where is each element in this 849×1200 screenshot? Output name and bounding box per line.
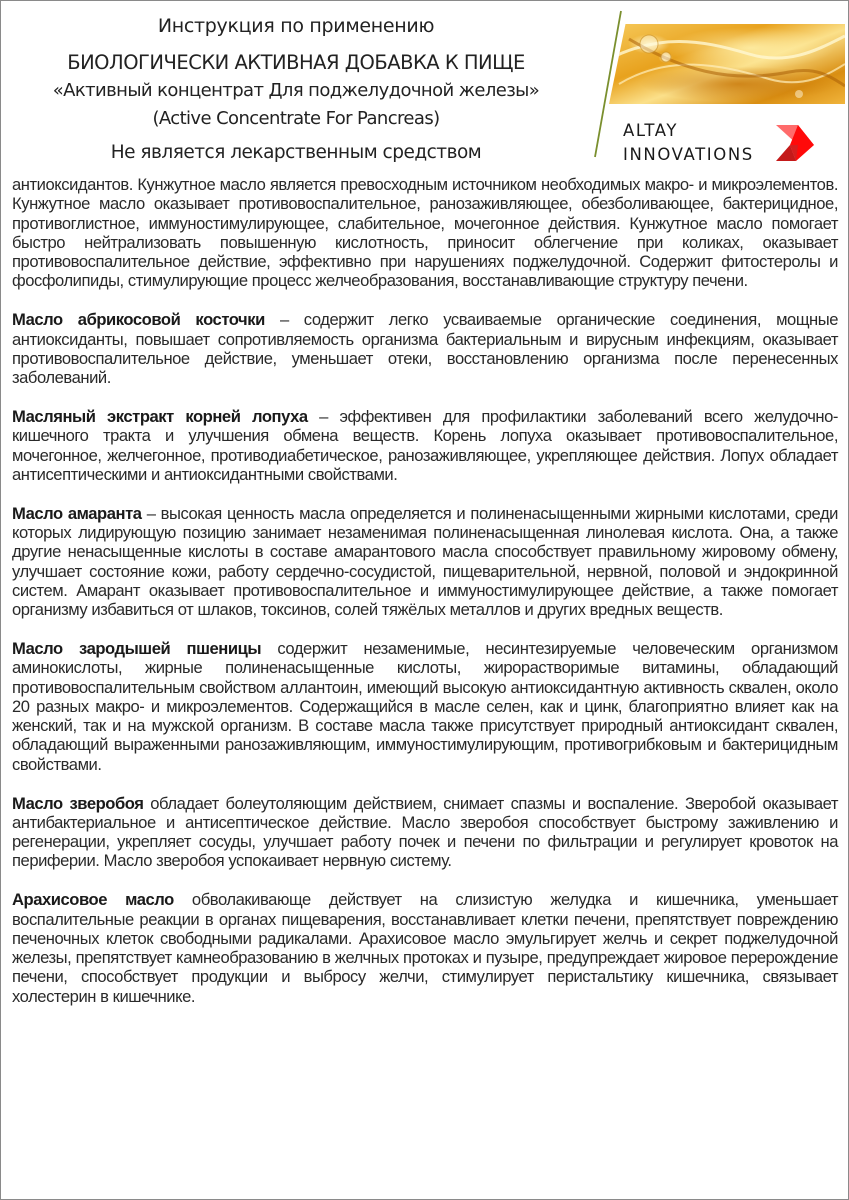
section-title: Арахисовое масло (12, 890, 174, 910)
section-text: – эффективен для профилактики заболеваний всего желудочно-кишечного тракта и улучшения обмена веществ. Корень лопуха оказывает противовоспалительное, мочегонное, желчегонное, противодиабетическое, ранозаживляющее, укрепляющее действия. Лопух обладает антисептическими и антиоксидантными свойствами. (12, 406, 838, 484)
document-body (12, 175, 838, 1025)
brand-line2: INNOVATIONS (623, 145, 754, 164)
section-peanut-oil (12, 890, 838, 1006)
header (1, 1, 849, 173)
section-title: Масло амаранта (12, 503, 142, 523)
product-category: БИОЛОГИЧЕСКИ АКТИВНАЯ ДОБАВКА К ПИЩЕ (67, 51, 525, 74)
product-name-en: (Active Concentrate For Pancreas) (152, 108, 440, 129)
disclaimer: Не является лекарственным средством (110, 142, 482, 163)
instruction-heading: Инструкция по применению (157, 15, 435, 37)
product-name-ru: «Активный концентрат Для поджелудочной железы» (52, 80, 540, 101)
section-st-johns-wort-oil (12, 794, 838, 871)
brand-line1: ALTAY (623, 121, 679, 140)
section-burdock-root-extract (12, 407, 838, 484)
section-sesame-continued (12, 175, 838, 291)
red-chevron-logo-icon (774, 123, 816, 163)
section-text: обволакивающе действует на слизистую желудка и кишечника, уменьшает воспалительные реакции в органах пищеварения, восстанавливает клетки печени, препятствует повреждению печеночных клеток свободными радикалами. Арахисовое масло эмульгирует желчь и секрет поджелудочной железы, препятствует камнеобразованию в желчных протоках и пузыре, предупреждает жировое перерождение печени, способствует продукции и выбросу желчи, стимулирует перистальтику кишечника, связывает холестерин в кишечнике. (12, 890, 839, 1006)
title-block (1, 9, 591, 167)
section-text: обладает болеутоляющим действием, снимает спазмы и воспаление. Зверобой оказывает антибактериальное и антисептическое действие. Масло зверобоя способствует быстрому заживлению и регенерации, укрепляет сосуды, улучшает работу почек и печени по фильтрации и регулирует кровоток на периферии. Масло зверобоя успокаивает нервную систему. (12, 793, 838, 871)
section-wheat-germ-oil (12, 639, 838, 774)
section-text: содержит незаменимые, несинтезируемые человеческим организмом аминокислоты, жирные полиненасыщенные кислоты, жирорастворимые витамины, обладающий противовоспалительным свойством аллантоин, имеющий высокую антиоксидантную активность сквален, около 20 разных макро- и микроэлементов. Содержащийся в масле селен, как и цинк, благоприятно влияет как на женский, так и на мужской организм. В составе масла также присутствует природный антиоксидант сквален, обладающий выраженными ранозаживляющим, иммуностимулирующим, противогрибковым и бактерицидным свойствами. (12, 638, 838, 774)
golden-oil-image (609, 24, 845, 104)
brand-name (623, 119, 754, 167)
section-amaranth-oil (12, 504, 838, 620)
section-title: Масляный экстракт корней лопуха (12, 406, 308, 426)
section-title: Масло зверобоя (12, 793, 144, 813)
section-text: – содержит легко усваиваемые органические соединения, мощные антиоксиданты, повышает сопротивляемость организма бактериальным и вирусным инфекциям, оказывает противовоспалительное действие, уменьшает отеки, восстановлению организма после перенесенных заболеваний. (12, 310, 839, 388)
section-text: антиоксидантов. Кунжутное масло является превосходным источником необходимых макро- и микроэлементов. Кунжутное масло оказывает противовоспалительное, ранозаживляющее, обезболивающее, бактерицидное, противоглистное, иммуностимулирующее, слабительное, мочегонное действия. Кунжутное масло помогает быстро нейтрализовать повышенную кислотность, приносит облегчение при коликах, оказывает противовоспалительное действие, эффективно при нарушениях поджелудочной. Содержит фитостеролы и фосфолипиды, стимулирующие процесс желчеобразования, восстанавливающие структуру печени. (12, 175, 838, 291)
section-text: – высокая ценность масла определяется и полиненасыщенными жирными кислотами, среди которых лидирующую позицию занимает незаменимая полиненасыщенная линолевая кислота. Она, а также другие ненасыщенные кислоты в составе амарантового масла способствует правильному жировому обмену, улучшает состояние кожи, работу сердечно-сосудистой, пищеварительной, нервной, половой и эндокринной систем. Амарант оказывает противовоспалительное и иммуностимулирующее действие, а также помогает организму избавиться от шлаков, токсинов, солей тяжёлых металлов и других вредных веществ. (12, 503, 839, 620)
section-title: Масло абрикосовой косточки (12, 310, 265, 330)
section-apricot-kernel-oil (12, 310, 838, 387)
section-title: Масло зародышей пшеницы (12, 638, 262, 658)
